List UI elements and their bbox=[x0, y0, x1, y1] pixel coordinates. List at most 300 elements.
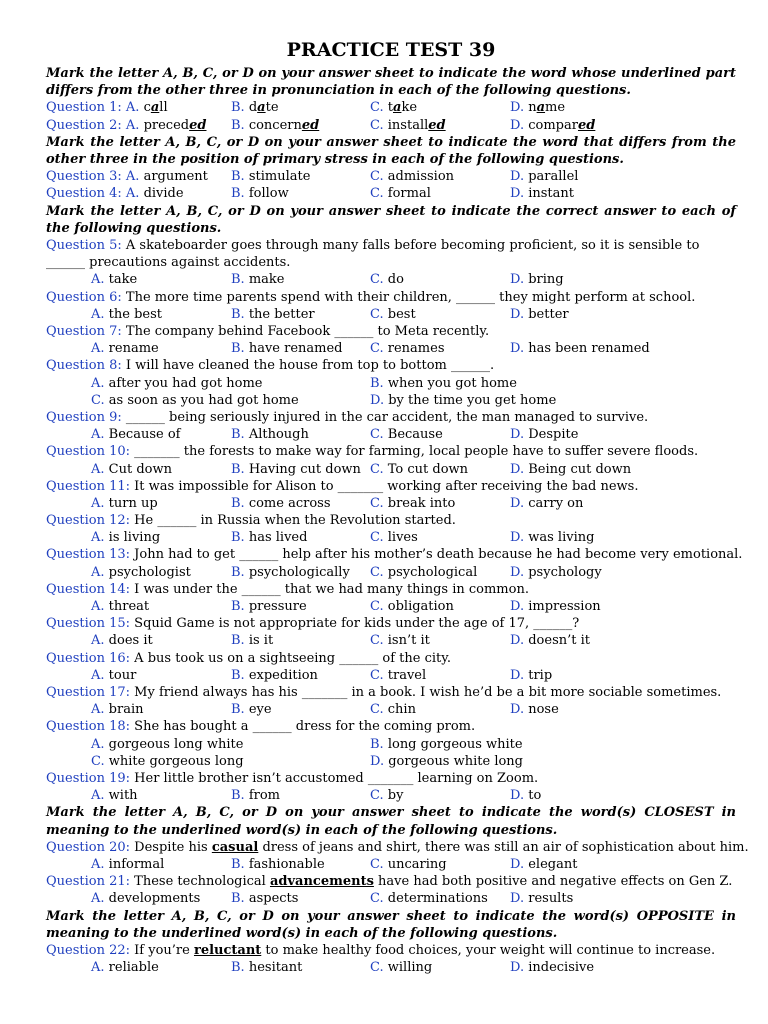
option-letter: B. bbox=[370, 736, 384, 752]
option-d[interactable] bbox=[510, 340, 650, 357]
option-text: threat bbox=[108, 599, 150, 615]
option-letter: A. bbox=[91, 599, 105, 615]
option-letter: B. bbox=[231, 667, 245, 683]
question-label: Question 4: bbox=[46, 186, 122, 202]
option-text: fashionable bbox=[248, 857, 325, 873]
option-letter: D. bbox=[510, 633, 525, 649]
option-d[interactable] bbox=[510, 787, 541, 804]
question-label: Question 22: bbox=[46, 943, 131, 958]
option-letter: B. bbox=[231, 599, 245, 615]
option-letter: A. bbox=[91, 530, 105, 546]
options-row bbox=[46, 271, 736, 288]
option-text: tour bbox=[108, 667, 137, 683]
option-b[interactable] bbox=[231, 856, 325, 873]
question-14 bbox=[46, 581, 736, 598]
question-9 bbox=[46, 409, 736, 426]
option-d[interactable] bbox=[510, 564, 602, 581]
underlined-sound: a bbox=[257, 100, 266, 116]
question-16 bbox=[46, 650, 736, 667]
option-letter: B. bbox=[231, 186, 245, 202]
option-b[interactable] bbox=[370, 375, 517, 392]
option-letter: D. bbox=[510, 341, 525, 357]
question-8 bbox=[46, 357, 736, 374]
question-label: Question 6: bbox=[46, 289, 122, 305]
option-a[interactable] bbox=[91, 564, 191, 581]
option-text: is it bbox=[248, 633, 274, 649]
option-b[interactable] bbox=[231, 168, 310, 185]
question-label: Question 18: bbox=[46, 719, 131, 735]
option-letter: D. bbox=[510, 306, 525, 322]
question-label: Question 8: bbox=[46, 358, 122, 374]
option-b[interactable] bbox=[370, 736, 523, 753]
option-letter: A. bbox=[91, 461, 105, 477]
option-letter: D. bbox=[370, 392, 385, 408]
option-letter: C. bbox=[370, 272, 384, 288]
option-text: impression bbox=[528, 599, 601, 615]
option-c[interactable] bbox=[370, 598, 454, 615]
option-text: uncaring bbox=[387, 857, 447, 873]
option-letter: B. bbox=[231, 427, 245, 443]
option-b[interactable] bbox=[231, 890, 298, 907]
question-text: It was impossible for Alison to _______ working after receiving the bad news. bbox=[134, 478, 639, 494]
option-text: results bbox=[528, 891, 574, 907]
option-text: by the time you get home bbox=[388, 392, 557, 408]
option-text: long gorgeous white bbox=[387, 736, 523, 752]
options-row bbox=[46, 340, 736, 357]
option-text: make bbox=[248, 272, 285, 288]
option-letter: C. bbox=[370, 702, 384, 718]
question-19 bbox=[46, 770, 736, 787]
option-text: compar bbox=[528, 117, 578, 133]
option-text: psychologically bbox=[248, 564, 350, 580]
option-text: psychologist bbox=[108, 564, 191, 580]
option-text: Because bbox=[387, 427, 443, 443]
option-text: white gorgeous long bbox=[108, 753, 244, 769]
question-label: Question 16: bbox=[46, 650, 131, 666]
question-label: Question 12: bbox=[46, 513, 131, 529]
option-text: when you got home bbox=[387, 375, 517, 391]
option-text: with bbox=[108, 788, 138, 804]
option-letter: D. bbox=[510, 495, 525, 511]
option-b[interactable] bbox=[231, 306, 315, 323]
option-text: brain bbox=[108, 702, 144, 718]
option-letter: C. bbox=[370, 960, 384, 976]
question-label: Question 17: bbox=[46, 685, 131, 701]
options-row bbox=[46, 667, 736, 684]
underlined-sound: a bbox=[393, 100, 402, 116]
option-text: t bbox=[387, 100, 393, 116]
option-c[interactable] bbox=[91, 753, 244, 770]
option-letter: A. bbox=[91, 667, 105, 683]
option-letter: A. bbox=[91, 375, 105, 391]
option-text: rename bbox=[108, 341, 159, 357]
option-d[interactable] bbox=[510, 598, 601, 615]
options-row bbox=[46, 426, 736, 443]
option-d[interactable] bbox=[510, 529, 594, 546]
option-letter: B. bbox=[231, 564, 245, 580]
option-letter: A. bbox=[91, 564, 105, 580]
option-b[interactable] bbox=[231, 598, 307, 615]
option-text: determinations bbox=[387, 891, 488, 907]
option-letter: C. bbox=[370, 530, 384, 546]
question-label: Question 1: bbox=[46, 100, 122, 116]
option-letter: C. bbox=[370, 461, 384, 477]
option-text: have renamed bbox=[248, 341, 343, 357]
option-letter: B. bbox=[231, 702, 245, 718]
option-letter: D. bbox=[510, 530, 525, 546]
options-row bbox=[46, 736, 736, 753]
option-letter: A. bbox=[91, 427, 105, 443]
option-d[interactable] bbox=[510, 306, 569, 323]
option-a[interactable] bbox=[91, 632, 153, 649]
option-text: elegant bbox=[528, 857, 578, 873]
question-label: Question 15: bbox=[46, 616, 131, 632]
option-letter: A. bbox=[91, 736, 105, 752]
option-b[interactable] bbox=[231, 495, 331, 512]
options-row bbox=[46, 461, 736, 478]
question-label: Question 7: bbox=[46, 323, 122, 339]
option-text: from bbox=[248, 788, 281, 804]
option-text: does it bbox=[108, 633, 153, 649]
option-text: turn up bbox=[108, 495, 158, 511]
section-instruction-pronunciation: Mark the letter A, B, C, or D on your answer sheet to indicate the word whose underlined part differs from the other three in pronunciation in each of the following questions. bbox=[46, 66, 736, 99]
option-b[interactable] bbox=[231, 787, 280, 804]
option-letter: D. bbox=[510, 427, 525, 443]
option-letter: A. bbox=[125, 117, 140, 133]
option-letter: A. bbox=[125, 100, 140, 116]
question-4-line bbox=[46, 185, 184, 202]
option-text: follow bbox=[248, 186, 289, 202]
option-c[interactable] bbox=[370, 340, 445, 357]
option-letter: A. bbox=[91, 272, 105, 288]
option-letter: C. bbox=[370, 341, 384, 357]
options-row bbox=[46, 632, 736, 649]
option-text: Despite bbox=[528, 427, 579, 443]
question-text: I will have cleaned the house from top to bottom ______. bbox=[125, 358, 495, 374]
option-letter: D. bbox=[510, 599, 525, 615]
option-text: instant bbox=[528, 186, 575, 202]
option-text: admission bbox=[387, 169, 455, 185]
option-c[interactable] bbox=[370, 529, 418, 546]
options-row bbox=[46, 306, 736, 323]
option-text: aspects bbox=[248, 891, 299, 907]
option-letter: D. bbox=[510, 564, 525, 580]
option-text: Cut down bbox=[108, 461, 172, 477]
question-label: Question 3: bbox=[46, 169, 122, 185]
option-d[interactable] bbox=[510, 185, 574, 202]
option-c[interactable] bbox=[370, 306, 416, 323]
option-text: to bbox=[528, 788, 542, 804]
question-17 bbox=[46, 684, 736, 701]
option-c[interactable] bbox=[370, 426, 443, 443]
option-a[interactable] bbox=[91, 890, 200, 907]
option-c[interactable] bbox=[370, 959, 432, 976]
option-c[interactable] bbox=[370, 787, 403, 804]
option-d[interactable] bbox=[510, 99, 565, 116]
option-b[interactable] bbox=[231, 461, 361, 478]
option-text: ke bbox=[401, 100, 418, 116]
option-text: take bbox=[108, 272, 138, 288]
question-label: Question 13: bbox=[46, 547, 131, 563]
question-label: Question 9: bbox=[46, 409, 122, 425]
option-c[interactable] bbox=[370, 564, 477, 581]
question-row bbox=[46, 99, 736, 116]
question-label: Question 2: bbox=[46, 117, 122, 133]
question-label: Question 19: bbox=[46, 771, 131, 787]
option-d[interactable] bbox=[370, 392, 556, 409]
option-text: chin bbox=[387, 702, 416, 718]
option-letter: C. bbox=[370, 857, 384, 873]
option-letter: A. bbox=[91, 633, 105, 649]
question-label: Question 5: bbox=[46, 237, 122, 253]
option-d[interactable] bbox=[510, 117, 595, 134]
option-text: To cut down bbox=[387, 461, 469, 477]
option-letter: C. bbox=[370, 306, 384, 322]
option-letter: A. bbox=[91, 306, 105, 322]
option-text: c bbox=[143, 100, 151, 116]
option-letter: A. bbox=[91, 857, 105, 873]
option-c[interactable] bbox=[370, 701, 416, 718]
page-title: PRACTICE TEST 39 bbox=[286, 39, 496, 61]
option-c[interactable] bbox=[91, 392, 299, 409]
question-text: dress of jeans and shirt, there was still an air of sophistication about him. bbox=[258, 839, 749, 855]
underlined-sound: ed bbox=[577, 117, 596, 133]
option-letter: B. bbox=[231, 169, 245, 185]
option-letter: C. bbox=[370, 633, 384, 649]
option-letter: D. bbox=[510, 100, 525, 116]
option-c[interactable] bbox=[370, 632, 430, 649]
option-c[interactable] bbox=[370, 117, 446, 134]
option-c[interactable] bbox=[370, 890, 488, 907]
option-a[interactable] bbox=[91, 340, 159, 357]
option-b[interactable] bbox=[231, 667, 318, 684]
option-letter: A. bbox=[91, 341, 105, 357]
underlined-sound: ed bbox=[428, 117, 446, 133]
option-b[interactable] bbox=[231, 701, 272, 718]
option-text: trip bbox=[528, 667, 553, 683]
option-b[interactable] bbox=[231, 185, 289, 202]
option-text: by bbox=[387, 788, 404, 804]
underlined-word: reluctant bbox=[193, 943, 262, 958]
option-d[interactable] bbox=[370, 753, 523, 770]
option-a[interactable] bbox=[91, 306, 162, 323]
option-a[interactable] bbox=[91, 529, 160, 546]
question-13 bbox=[46, 546, 743, 563]
option-letter: B. bbox=[231, 306, 245, 322]
option-b[interactable] bbox=[231, 426, 309, 443]
options-row bbox=[46, 753, 736, 770]
option-d[interactable] bbox=[510, 271, 564, 288]
option-c[interactable] bbox=[370, 185, 431, 202]
question-label: Question 21: bbox=[46, 874, 131, 890]
option-text: has been renamed bbox=[528, 341, 650, 357]
option-text: as soon as you had got home bbox=[108, 392, 299, 408]
option-letter: B. bbox=[231, 788, 245, 804]
options-row bbox=[46, 701, 736, 718]
option-text: has lived bbox=[248, 530, 308, 546]
option-letter: D. bbox=[370, 753, 385, 769]
question-12 bbox=[46, 512, 736, 529]
option-d[interactable] bbox=[510, 890, 573, 907]
option-d[interactable] bbox=[510, 632, 590, 649]
section-instruction-grammar: Mark the letter A, B, C, or D on your answer sheet to indicate the correct answer to each of the following questions. bbox=[46, 203, 736, 236]
options-row bbox=[46, 787, 736, 804]
option-text: bring bbox=[528, 272, 564, 288]
option-text: willing bbox=[387, 960, 433, 976]
option-text: expedition bbox=[248, 667, 318, 683]
question-text: John had to get ______ help after his mother’s death because he had become very emotional. bbox=[134, 547, 743, 563]
option-a[interactable] bbox=[91, 959, 159, 976]
option-a[interactable] bbox=[91, 375, 262, 392]
option-c[interactable] bbox=[370, 461, 468, 478]
options-row bbox=[46, 598, 736, 615]
underlined-word: casual bbox=[211, 839, 259, 855]
option-text: ll bbox=[159, 100, 168, 116]
option-letter: B. bbox=[231, 960, 245, 976]
underlined-sound: ed bbox=[301, 117, 320, 133]
option-text: preced bbox=[143, 117, 190, 133]
option-a[interactable] bbox=[91, 701, 144, 718]
option-text: was living bbox=[528, 530, 595, 546]
option-c[interactable] bbox=[370, 99, 417, 116]
option-text: me bbox=[545, 100, 566, 116]
option-letter: C. bbox=[91, 392, 105, 408]
option-text: travel bbox=[387, 667, 427, 683]
option-a[interactable] bbox=[91, 495, 158, 512]
option-text: divide bbox=[143, 186, 184, 202]
option-letter: C. bbox=[370, 427, 384, 443]
question-15 bbox=[46, 615, 736, 632]
option-text: renames bbox=[387, 341, 445, 357]
question-text: The company behind Facebook ______ to Meta recently. bbox=[125, 323, 490, 339]
option-letter: D. bbox=[510, 788, 525, 804]
option-text: n bbox=[528, 100, 537, 116]
option-text: gorgeous white long bbox=[388, 753, 524, 769]
option-d[interactable] bbox=[510, 168, 578, 185]
option-letter: A. bbox=[91, 702, 105, 718]
option-text: reliable bbox=[108, 960, 159, 976]
underlined-sound: ed bbox=[189, 117, 207, 133]
option-d[interactable] bbox=[510, 461, 631, 478]
section-instruction-stress: Mark the letter A, B, C, or D on your answer sheet to indicate the word that differs from the other three in the position of primary stress in each of the following questions. bbox=[46, 134, 736, 167]
option-d[interactable] bbox=[510, 667, 552, 684]
option-a[interactable] bbox=[91, 598, 149, 615]
option-a[interactable] bbox=[91, 426, 180, 443]
option-d[interactable] bbox=[510, 701, 559, 718]
option-b[interactable] bbox=[231, 99, 279, 116]
option-a[interactable] bbox=[91, 271, 137, 288]
underlined-sound: a bbox=[536, 100, 546, 116]
options-row bbox=[46, 392, 736, 409]
option-d[interactable] bbox=[510, 856, 577, 873]
question-5 bbox=[46, 237, 736, 271]
options-row bbox=[46, 529, 736, 546]
option-letter: A. bbox=[91, 891, 105, 907]
options-row bbox=[46, 375, 736, 392]
question-text: Despite his bbox=[134, 839, 212, 855]
option-text: te bbox=[265, 100, 279, 116]
option-letter: C. bbox=[370, 169, 384, 185]
option-a[interactable] bbox=[91, 667, 136, 684]
question-label: Question 14: bbox=[46, 581, 131, 597]
question-text: to make healthy food choices, your weight will continue to increase. bbox=[261, 943, 716, 958]
question-text: These technological bbox=[134, 874, 270, 890]
option-c[interactable] bbox=[370, 271, 404, 288]
question-text: If you’re bbox=[134, 943, 194, 958]
option-text: better bbox=[528, 306, 569, 322]
underlined-sound: a bbox=[150, 100, 160, 116]
option-a[interactable] bbox=[91, 461, 172, 478]
option-a[interactable] bbox=[91, 787, 138, 804]
option-a[interactable] bbox=[91, 856, 164, 873]
option-text: Because of bbox=[108, 427, 181, 443]
section-instruction-opposite: Mark the letter A, B, C, or D on your answer sheet to indicate the word(s) OPPOSITE in meaning to the underlined word(s) in each of the following questions. bbox=[46, 908, 736, 941]
option-letter: B. bbox=[370, 375, 384, 391]
question-label: Question 20: bbox=[46, 839, 131, 855]
option-letter: B. bbox=[231, 117, 245, 133]
question-text: Her little brother isn’t accustomed _______ learning on Zoom. bbox=[134, 771, 539, 787]
option-letter: A. bbox=[125, 186, 140, 202]
question-text: A skateboarder goes through many falls before becoming proficient, so it is sensible to ______ precautions against accidents. bbox=[46, 237, 700, 271]
option-b[interactable] bbox=[231, 529, 307, 546]
option-letter: A. bbox=[91, 788, 105, 804]
option-b[interactable] bbox=[231, 632, 273, 649]
option-d[interactable] bbox=[510, 426, 578, 443]
option-letter: B. bbox=[231, 341, 245, 357]
option-d[interactable] bbox=[510, 495, 583, 512]
question-label: Question 11: bbox=[46, 478, 131, 494]
option-c[interactable] bbox=[370, 667, 426, 684]
question-row bbox=[46, 185, 736, 202]
option-text: stimulate bbox=[248, 169, 311, 185]
option-text: nose bbox=[528, 702, 559, 718]
question-text: A bus took us on a sightseeing ______ of the city. bbox=[134, 650, 451, 666]
option-b[interactable] bbox=[231, 117, 319, 134]
option-d[interactable] bbox=[510, 959, 594, 976]
option-c[interactable] bbox=[370, 168, 454, 185]
question-10 bbox=[46, 443, 736, 460]
options-row bbox=[46, 959, 736, 976]
option-letter: D. bbox=[510, 857, 525, 873]
option-letter: B. bbox=[231, 461, 245, 477]
option-text: eye bbox=[248, 702, 272, 718]
option-letter: D. bbox=[510, 186, 525, 202]
option-letter: C. bbox=[370, 564, 384, 580]
option-text: doesn’t it bbox=[528, 633, 590, 649]
option-letter: D. bbox=[510, 169, 525, 185]
option-b[interactable] bbox=[231, 564, 350, 581]
option-c[interactable] bbox=[370, 856, 447, 873]
option-text: Being cut down bbox=[528, 461, 632, 477]
option-b[interactable] bbox=[231, 340, 343, 357]
option-text: do bbox=[387, 272, 404, 288]
option-a[interactable] bbox=[91, 736, 243, 753]
question-1-line bbox=[46, 99, 168, 116]
options-row bbox=[46, 856, 736, 873]
options-row bbox=[46, 890, 736, 907]
option-b[interactable] bbox=[231, 959, 302, 976]
option-text: developments bbox=[108, 891, 201, 907]
option-text: obligation bbox=[387, 599, 454, 615]
option-letter: D. bbox=[510, 891, 525, 907]
option-text: indecisive bbox=[528, 960, 595, 976]
option-b[interactable] bbox=[231, 271, 284, 288]
option-letter: B. bbox=[231, 891, 245, 907]
option-c[interactable] bbox=[370, 495, 455, 512]
question-row bbox=[46, 117, 736, 134]
question-text: The more time parents spend with their children, ______ they might perform at school. bbox=[125, 289, 696, 305]
option-text: psychology bbox=[528, 564, 602, 580]
